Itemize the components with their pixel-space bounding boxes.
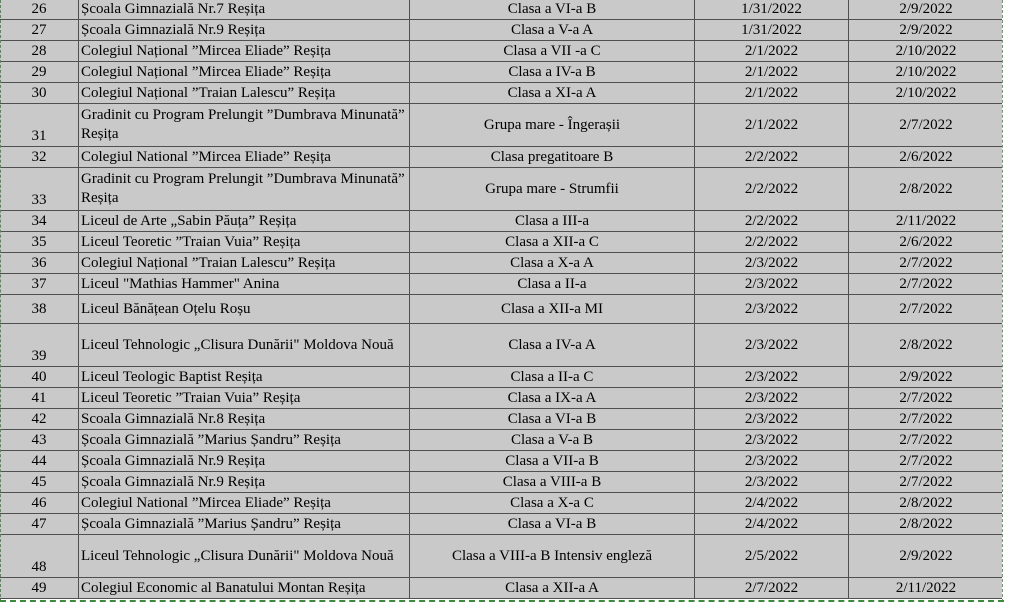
school-name-cell[interactable]: Liceul de Arte „Sabin Păuța” Reșița <box>79 211 410 232</box>
school-name-cell[interactable]: Liceul Teoretic ”Traian Vuia” Reșița <box>79 388 410 409</box>
table-row <box>0 0 1004 20</box>
row-number-cell[interactable]: 37 <box>0 274 79 295</box>
table-row <box>0 535 1004 578</box>
end-date-cell[interactable]: 2/11/2022 <box>849 578 1004 599</box>
row-number-cell[interactable]: 36 <box>0 253 79 274</box>
end-date-cell[interactable]: 2/9/2022 <box>849 20 1004 41</box>
end-date-cell[interactable]: 2/9/2022 <box>849 535 1004 578</box>
end-date-cell[interactable]: 2/7/2022 <box>849 295 1004 324</box>
row-number-cell[interactable]: 27 <box>0 20 79 41</box>
start-date-cell[interactable]: 2/2/2022 <box>695 168 849 211</box>
school-name-cell[interactable]: Liceul Bănățean Oțelu Roșu <box>79 295 410 324</box>
table-row <box>0 20 1004 41</box>
class-cell[interactable]: Clasa a IV-a B <box>410 62 695 83</box>
table-row <box>0 493 1004 514</box>
school-name-cell[interactable]: Colegiul Național ”Traian Lalescu” Reșița <box>79 83 410 104</box>
school-name-cell[interactable]: Școala Gimnazială ”Marius Șandru” Reșița <box>79 430 410 451</box>
class-cell[interactable]: Clasa a VI-a B <box>410 514 695 535</box>
row-number-cell[interactable]: 45 <box>0 472 79 493</box>
table-row <box>0 409 1004 430</box>
row-number-cell[interactable]: 30 <box>0 83 79 104</box>
table-row <box>0 83 1004 104</box>
table-row <box>0 104 1004 147</box>
start-date-cell[interactable]: 2/7/2022 <box>695 578 849 599</box>
class-cell[interactable]: Clasa a VI-a B <box>410 0 695 20</box>
class-cell[interactable]: Clasa a V-a A <box>410 20 695 41</box>
class-cell[interactable]: Clasa a VI-a B <box>410 409 695 430</box>
end-date-cell[interactable]: 2/7/2022 <box>849 472 1004 493</box>
end-date-cell[interactable]: 2/10/2022 <box>849 41 1004 62</box>
page-break-left <box>0 0 2 602</box>
end-date-cell[interactable]: 2/7/2022 <box>849 388 1004 409</box>
page-break-right <box>1002 0 1012 602</box>
end-date-cell[interactable]: 2/7/2022 <box>849 104 1004 147</box>
school-name-cell[interactable]: Școala Gimnazială Nr.9 Reșița <box>79 472 410 493</box>
end-date-cell[interactable]: 2/8/2022 <box>849 514 1004 535</box>
table-row <box>0 211 1004 232</box>
start-date-cell[interactable]: 1/31/2022 <box>695 0 849 20</box>
school-name-cell[interactable]: Gradinit cu Program Prelungit ”Dumbrava Minunată” Reșița <box>79 168 410 211</box>
row-number-cell[interactable]: 28 <box>0 41 79 62</box>
start-date-cell[interactable]: 2/1/2022 <box>695 104 849 147</box>
end-date-cell[interactable]: 2/8/2022 <box>849 324 1004 367</box>
start-date-cell[interactable]: 2/3/2022 <box>695 430 849 451</box>
table-row <box>0 430 1004 451</box>
start-date-cell[interactable]: 2/2/2022 <box>695 147 849 168</box>
school-name-cell[interactable]: Colegiul National ”Mircea Eliade” Reșița <box>79 493 410 514</box>
class-cell[interactable]: Clasa a IV-a A <box>410 324 695 367</box>
school-name-cell[interactable]: Liceul "Mathias Hammer" Anina <box>79 274 410 295</box>
end-date-cell[interactable]: 2/10/2022 <box>849 83 1004 104</box>
table-row <box>0 41 1004 62</box>
row-number-cell[interactable]: 49 <box>0 578 79 599</box>
end-date-cell[interactable]: 2/9/2022 <box>849 367 1004 388</box>
table-row <box>0 451 1004 472</box>
end-date-cell[interactable]: 2/6/2022 <box>849 147 1004 168</box>
start-date-cell[interactable]: 2/3/2022 <box>695 388 849 409</box>
class-cell[interactable]: Clasa a VIII-a B <box>410 472 695 493</box>
row-number-cell[interactable]: 29 <box>0 62 79 83</box>
end-date-cell[interactable]: 2/8/2022 <box>849 168 1004 211</box>
start-date-cell[interactable]: 1/31/2022 <box>695 20 849 41</box>
row-number-cell[interactable]: 32 <box>0 147 79 168</box>
school-name-cell[interactable]: Școala Gimnazială Nr.9 Reșița <box>79 20 410 41</box>
table-row <box>0 514 1004 535</box>
table-row <box>0 295 1004 324</box>
start-date-cell[interactable]: 2/4/2022 <box>695 514 849 535</box>
table-row <box>0 232 1004 253</box>
school-name-cell[interactable]: Școala Gimnazială Nr.9 Reșița <box>79 451 410 472</box>
class-cell[interactable]: Clasa pregatitoare B <box>410 147 695 168</box>
end-date-cell[interactable]: 2/6/2022 <box>849 232 1004 253</box>
start-date-cell[interactable]: 2/2/2022 <box>695 211 849 232</box>
class-cell[interactable]: Clasa a XII-a A <box>410 578 695 599</box>
start-date-cell[interactable]: 2/3/2022 <box>695 367 849 388</box>
row-number-cell[interactable]: 48 <box>0 535 79 578</box>
end-date-cell[interactable]: 2/11/2022 <box>849 211 1004 232</box>
end-date-cell[interactable]: 2/7/2022 <box>849 451 1004 472</box>
start-date-cell[interactable]: 2/1/2022 <box>695 62 849 83</box>
table-row <box>0 62 1004 83</box>
end-date-cell[interactable]: 2/10/2022 <box>849 62 1004 83</box>
class-cell[interactable]: Clasa a XII-a MI <box>410 295 695 324</box>
class-cell[interactable]: Clasa a X-a C <box>410 493 695 514</box>
class-cell[interactable]: Clasa a XII-a C <box>410 232 695 253</box>
start-date-cell[interactable]: 2/5/2022 <box>695 535 849 578</box>
class-cell[interactable]: Clasa a V-a B <box>410 430 695 451</box>
row-number-cell[interactable]: 43 <box>0 430 79 451</box>
class-cell[interactable]: Clasa a III-a <box>410 211 695 232</box>
school-name-cell[interactable]: Scoala Gimnazială Nr.8 Reșița <box>79 409 410 430</box>
table-row <box>0 388 1004 409</box>
start-date-cell[interactable]: 2/3/2022 <box>695 295 849 324</box>
end-date-cell[interactable]: 2/9/2022 <box>849 0 1004 20</box>
end-date-cell[interactable]: 2/7/2022 <box>849 409 1004 430</box>
class-cell[interactable]: Clasa a VII-a B <box>410 451 695 472</box>
start-date-cell[interactable]: 2/3/2022 <box>695 324 849 367</box>
row-number-cell[interactable]: 39 <box>0 324 79 367</box>
start-date-cell[interactable]: 2/1/2022 <box>695 41 849 62</box>
end-date-cell[interactable]: 2/8/2022 <box>849 493 1004 514</box>
row-number-cell[interactable]: 42 <box>0 409 79 430</box>
table-row <box>0 274 1004 295</box>
school-name-cell[interactable]: Liceul Tehnologic „Clisura Dunării" Moldova Nouă <box>79 535 410 578</box>
school-name-cell[interactable]: Colegiul Național ”Traian Lalescu” Reșița <box>79 253 410 274</box>
class-cell[interactable]: Clasa a VIII-a B Intensiv engleză <box>410 535 695 578</box>
row-number-cell[interactable]: 44 <box>0 451 79 472</box>
school-name-cell[interactable]: Colegiul Economic al Banatului Montan Reșița <box>79 578 410 599</box>
start-date-cell[interactable]: 2/3/2022 <box>695 472 849 493</box>
row-number-cell[interactable]: 33 <box>0 168 79 211</box>
school-name-cell[interactable]: Școala Gimnazială Nr.7 Reșița <box>79 0 410 20</box>
row-number-cell[interactable]: 46 <box>0 493 79 514</box>
row-number-cell[interactable]: 31 <box>0 104 79 147</box>
school-name-cell[interactable]: Liceul Teologic Baptist Reșița <box>79 367 410 388</box>
row-number-cell[interactable]: 41 <box>0 388 79 409</box>
school-name-cell[interactable]: Colegiul National ”Mircea Eliade” Reșița <box>79 147 410 168</box>
start-date-cell[interactable]: 2/3/2022 <box>695 253 849 274</box>
school-name-cell[interactable]: Liceul Tehnologic „Clisura Dunării" Moldova Nouă <box>79 324 410 367</box>
class-cell[interactable]: Clasa a IX-a A <box>410 388 695 409</box>
start-date-cell[interactable]: 2/2/2022 <box>695 232 849 253</box>
class-cell[interactable]: Clasa a XI-a A <box>410 83 695 104</box>
class-cell[interactable]: Clasa a II-a C <box>410 367 695 388</box>
school-name-cell[interactable]: Colegiul Național ”Mircea Eliade” Reșița <box>79 41 410 62</box>
school-name-cell[interactable]: Liceul Teoretic ”Traian Vuia” Reșița <box>79 232 410 253</box>
row-number-cell[interactable]: 35 <box>0 232 79 253</box>
school-name-cell[interactable]: Școala Gimnazială ”Marius Șandru” Reșița <box>79 514 410 535</box>
school-name-cell[interactable]: Gradinit cu Program Prelungit ”Dumbrava Minunată” Reșița <box>79 104 410 147</box>
row-number-cell[interactable]: 26 <box>0 0 79 20</box>
class-cell[interactable]: Grupa mare - Strumfii <box>410 168 695 211</box>
table-row <box>0 253 1004 274</box>
start-date-cell[interactable]: 2/1/2022 <box>695 83 849 104</box>
table-row <box>0 472 1004 493</box>
row-number-cell[interactable]: 34 <box>0 211 79 232</box>
table-row <box>0 578 1004 599</box>
start-date-cell[interactable]: 2/4/2022 <box>695 493 849 514</box>
class-cell[interactable]: Clasa a X-a A <box>410 253 695 274</box>
start-date-cell[interactable]: 2/3/2022 <box>695 451 849 472</box>
school-name-cell[interactable]: Colegiul Național ”Mircea Eliade” Reșița <box>79 62 410 83</box>
end-date-cell[interactable]: 2/7/2022 <box>849 430 1004 451</box>
end-date-cell[interactable]: 2/7/2022 <box>849 253 1004 274</box>
table-row <box>0 147 1004 168</box>
end-date-cell[interactable]: 2/7/2022 <box>849 274 1004 295</box>
row-number-cell[interactable]: 38 <box>0 295 79 324</box>
class-cell[interactable]: Clasa a VII -a C <box>410 41 695 62</box>
start-date-cell[interactable]: 2/3/2022 <box>695 274 849 295</box>
row-number-cell[interactable]: 47 <box>0 514 79 535</box>
row-number-cell[interactable]: 40 <box>0 367 79 388</box>
class-cell[interactable]: Grupa mare - Îngerașii <box>410 104 695 147</box>
table-row <box>0 367 1004 388</box>
start-date-cell[interactable]: 2/3/2022 <box>695 409 849 430</box>
class-cell[interactable]: Clasa a II-a <box>410 274 695 295</box>
table-row <box>0 168 1004 211</box>
table-row <box>0 324 1004 367</box>
